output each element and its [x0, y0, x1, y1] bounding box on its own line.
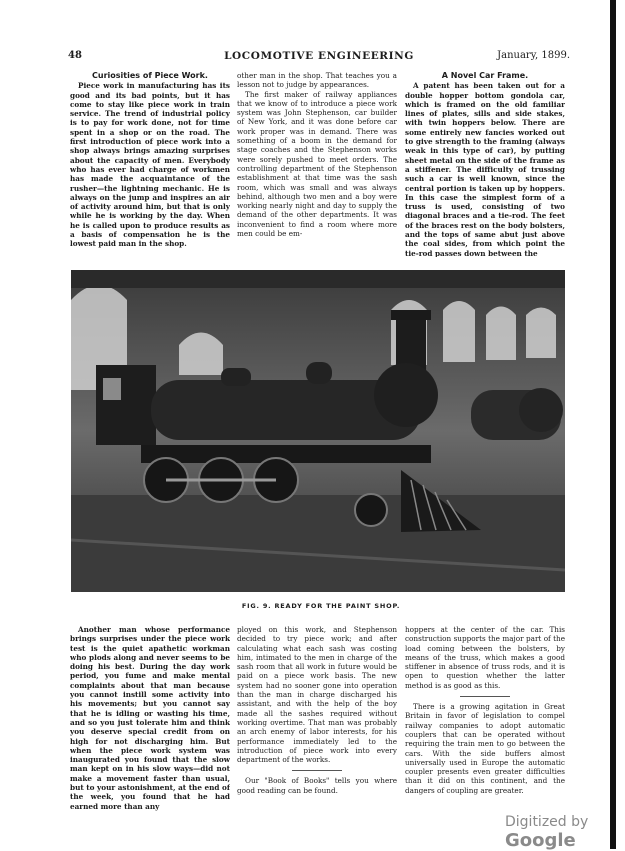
article-heading: A Novel Car Frame.: [441, 71, 529, 80]
page-number: 48: [68, 50, 82, 61]
section-divider: [292, 770, 342, 771]
article-piece-work: [70, 71, 230, 257]
locomotive-photo: [71, 270, 565, 592]
page-edge-shadow: [610, 0, 616, 849]
column-bottom-left: [70, 625, 230, 830]
paragraph: hoppers at the center of the car. This construction supports the major part of the load coming between the bolsters, by means of the truss, which makes a good stiffener in absence of truss rods, and it is open to question whether the latter method is as good as this.: [405, 625, 565, 690]
journal-title: LOCOMOTIVE ENGINEERING: [224, 50, 414, 62]
paragraph: A patent has been taken out for a double hopper bottom gondola car, which is framed on the old familiar lines of plates, sills and side stakes, with twin hoppers below. There are some entirely new fancies worked out to give strength to the framing (always weak in this type of car), by putting sheet metal on the side of the frame as a stiffener. The difficulty of trussing such a car is well known, since the central portion is taken up by hoppers. In this case the simplest form of a truss is used, consisting of two diagonal braces and a tie-rod. The feet of the braces rest on the body bolsters, and the tops of same abut just above the coal sides, from which point the tie-rod passes down between the: [405, 81, 565, 257]
figure-caption: FIG. 9. READY FOR THE PAINT SHOP.: [241, 602, 401, 610]
paragraph: Our "Book of Books" tells you where good reading can be found.: [237, 776, 397, 795]
paragraph: There is a growing agitation in Great Britain in favor of legislation to compel railway companies to adopt automatic couplers that can be operated without requiring the train men to go between the cars. With the side buffers almost universally used in Europe the automatic coupler presents even greater difficulties than it did on this continent, and the dangers of coupling are greater.: [405, 702, 565, 795]
column-bottom-middle: [237, 625, 397, 830]
paragraph: Piece work in manufacturing has its good and its bad points, but it has come to stay like piece work in train service. The trend of industrial policy is to pay for work done, not for time spent in a shop or on the road. The first introduction of piece work into a shop always brings amazing surprises about the capacity of men. Everybody who has ever had charge of workmen has made the acquaintance of the rusher—the lightning mechanic. He is always on the jump and inspires an air of activity around him, but that is only while he is working by the day. When he is called upon to produce results as a basis of compensation he is the lowest paid man in the shop.: [70, 81, 230, 249]
digitized-watermark: [505, 814, 625, 851]
article-novel-car-frame: [405, 71, 565, 257]
paragraph: The first maker of railway appliances that we know of to introduce a piece work system was John Stephenson, car builder of New York, and it was done before car work proper was in demand. There was something of a boom in the demand for stage coaches and the Stephenson works were sorely pushed to meet orders. The controlling department of the Stephenson establishment at that time was the sash room, which was small and was always behind, although two men and a boy were working nearly night and day to supply the demand of the other departments. It was inconvenient to find a room where more men could be em-: [237, 89, 397, 239]
column-bottom-right: [405, 625, 565, 830]
section-divider: [460, 696, 510, 697]
issue-date: January, 1899.: [497, 50, 570, 61]
paragraph: Another man whose performance brings surprises under the piece work test is the quiet apathetic workman who plods along and never seems to be doing his best. During the day work period, you fume and make mental complaints about that man because you cannot instill some activity into his movements; but you cannot say that he is idling or wasting his time, and so you just tolerate him and think you deserve special credit from on high for not discharging him. But when the piece work system was inaugurated you found that the slow man kept on in his slow ways—did not make a movement faster than usual, but to your astonishment, at the end of the week, you found that he had earned more than any: [70, 625, 230, 811]
page-header: [68, 50, 570, 66]
paragraph: ployed on this work, and Stephenson decided to try piece work; and after calculating what each sash was costing him, intimated to the men in charge of the sash room that all work in future would be paid on a piece work basis. The new system had no sooner gone into operation than the man in charge discharged his assistant, and with the help of the boy made all the sashes required without working overtime. That man was probably an arch enemy of labor interests, for his performance immediately led to the introduction of piece work into every department of the works.: [237, 625, 397, 765]
watermark-prefix: Digitized by: [505, 814, 589, 830]
paragraph: other man in the shop. That teaches you a lesson not to judge by appearances.: [237, 71, 397, 90]
article-heading: Curiosities of Piece Work.: [92, 71, 208, 80]
article-piece-work-continued: [237, 71, 397, 257]
watermark-brand: Google: [505, 830, 576, 851]
